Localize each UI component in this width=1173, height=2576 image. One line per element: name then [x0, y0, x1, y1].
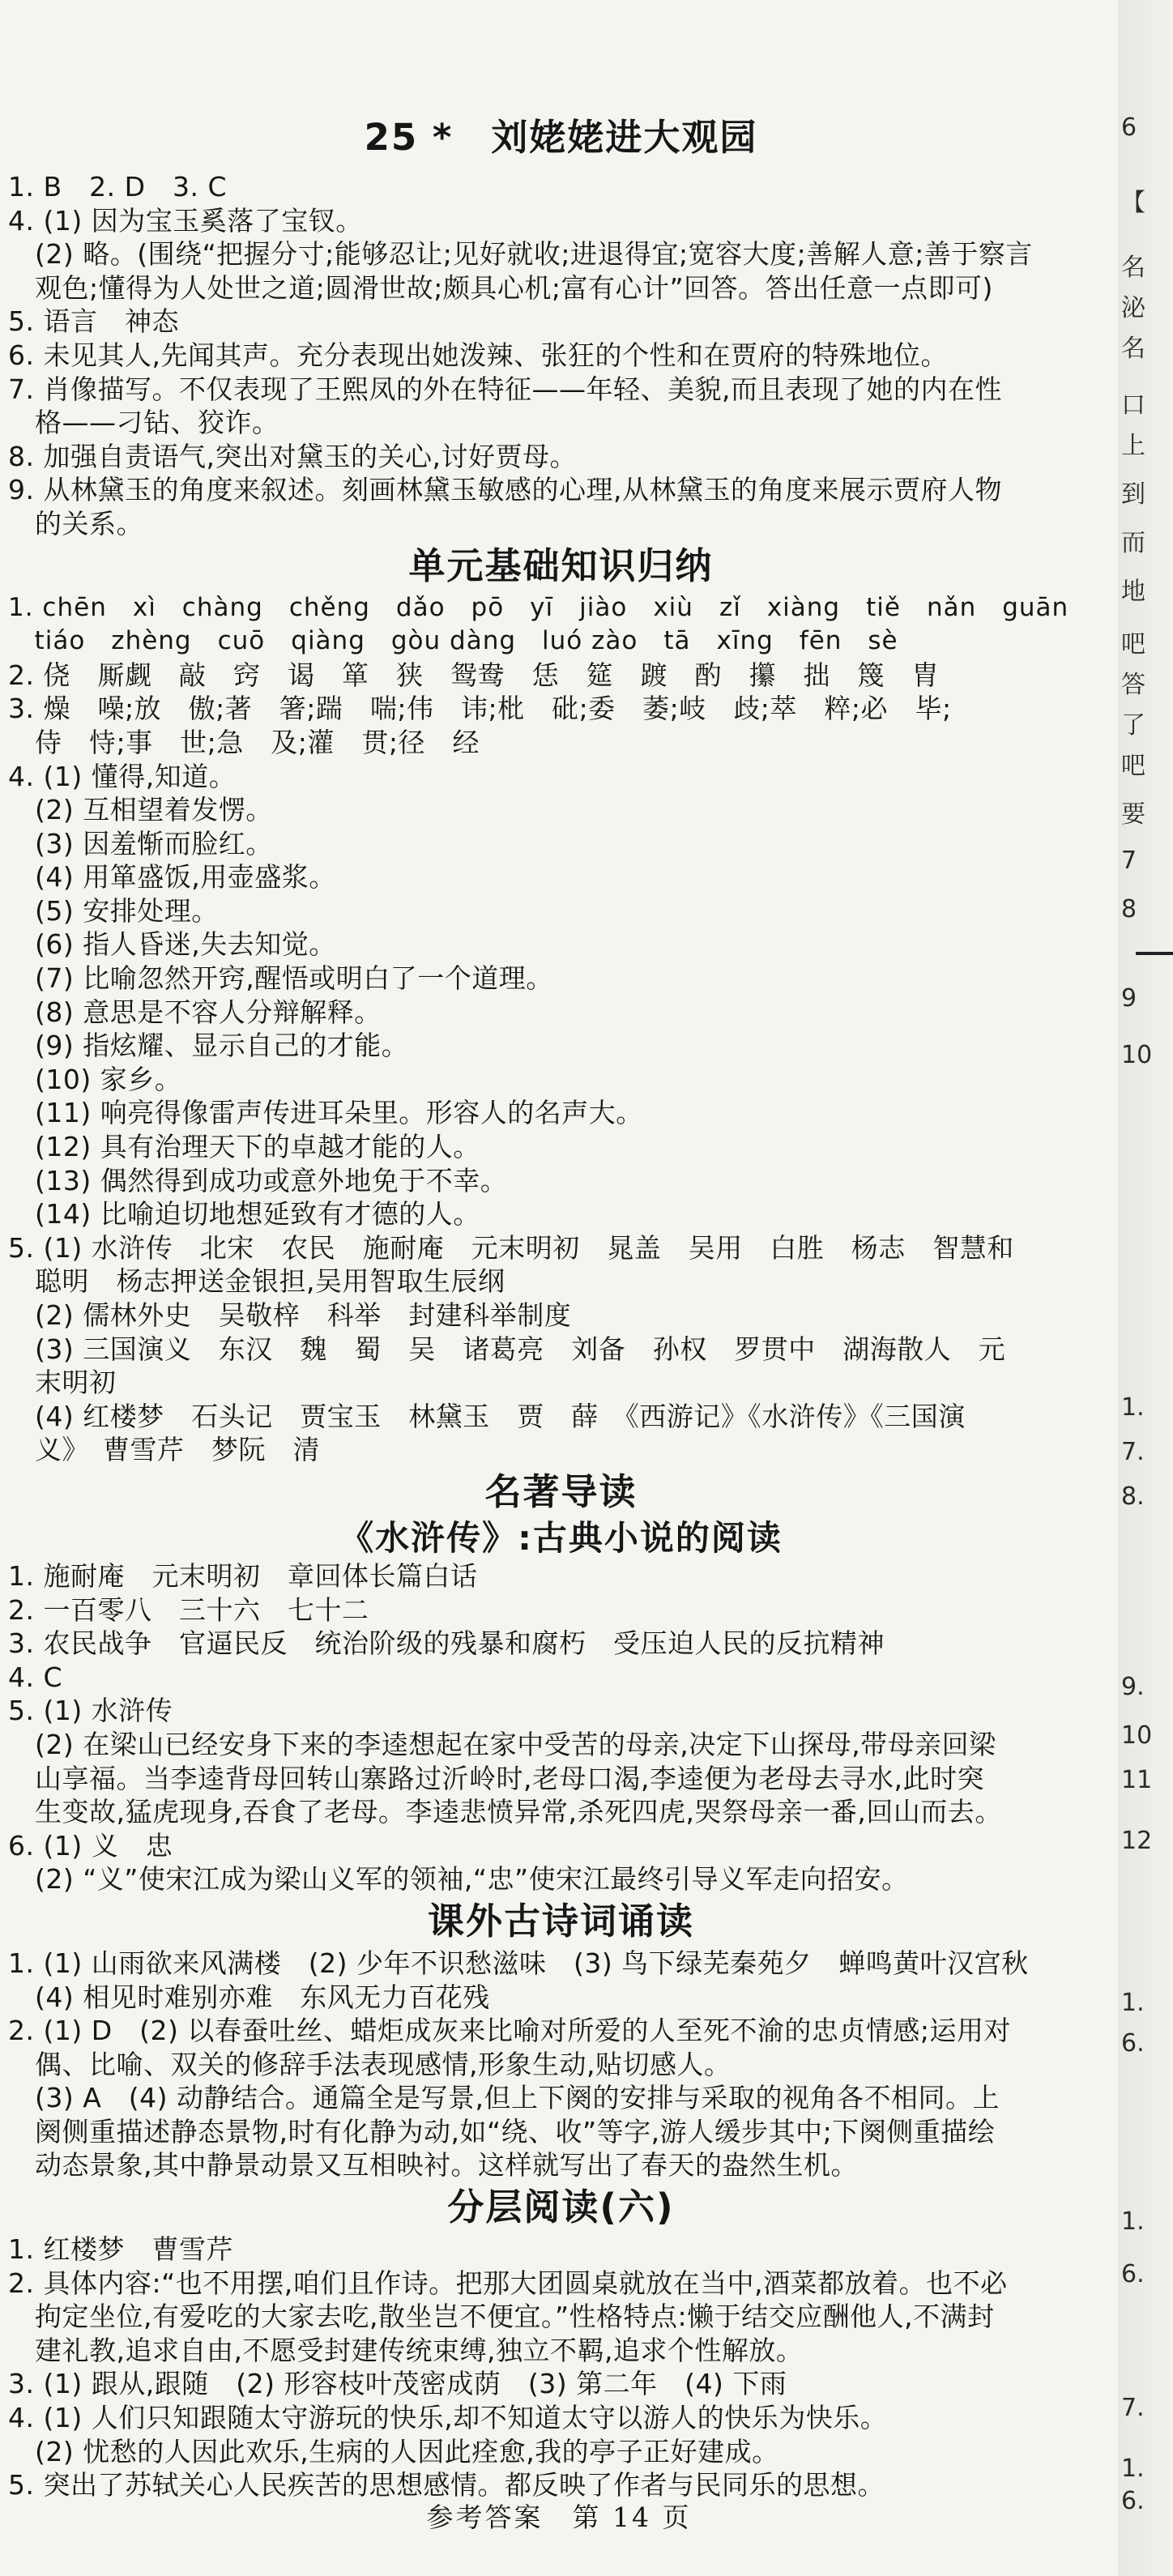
edge-fragment: 8 [1121, 895, 1137, 923]
edge-fragment: 名 [1121, 335, 1145, 363]
edge-fragment: 名 [1121, 254, 1145, 282]
answer-line: 4. (1) 人们只知跟随太守游玩的快乐,却不知道太守以游人的快乐为快乐。 [8, 2402, 888, 2434]
edge-fragment: 6. [1121, 2029, 1145, 2058]
answer-line: (9) 指炫耀、显示自己的才能。 [8, 1030, 409, 1062]
answer-line: 观色;懂得为人处世之道;圆滑世故;颇具心机;富有心计”回答。答出任意一点即可) [8, 271, 993, 304]
answer-line: 2. 具体内容:“也不用摆,咱们且作诗。把那大团圆桌就放在当中,酒菜都放着。也不必 [8, 2267, 1008, 2299]
answer-line: (3) A (4) 动静结合。通篇全是写景,但上下阕的安排与采取的视角各不相同。上 [8, 2082, 1000, 2114]
answer-line: (14) 比喻迫切地想延致有才德的人。 [8, 1198, 480, 1230]
answer-line: 动态景象,其中静景动景又互相映衬。这样就写出了春天的盎然生机。 [8, 2149, 858, 2181]
answer-line: 侍 恃;事 世;急 及;灌 贯;径 经 [8, 726, 480, 758]
edge-fragment: 10 [1121, 1721, 1153, 1750]
edge-fragment: 1. [1121, 2207, 1145, 2236]
section-subtitle: 《水浒传》:古典小说的阅读 [339, 1517, 783, 1558]
answer-line: (12) 具有治理天下的卓越才能的人。 [8, 1131, 480, 1163]
adjacent-page-edge [1118, 0, 1173, 2576]
answer-line: 生变故,猛虎现身,吞食了老母。李逵悲愤异常,杀死四虎,哭祭母亲一番,回山而去。 [8, 1796, 1002, 1828]
page-footer: 参考答案 第 14 页 [426, 2501, 692, 2533]
edge-fragment: 6. [1121, 2487, 1145, 2515]
edge-fragment: 了 [1121, 711, 1145, 740]
answer-line: 1. B 2. D 3. C [8, 171, 228, 203]
answer-line: (13) 偶然得到成功或意外地免于不幸。 [8, 1164, 508, 1196]
edge-fragment: 到 [1121, 480, 1145, 509]
answer-line: 偶、比喻、双关的修辞手法表现感情,形象生动,贴切感人。 [8, 2048, 732, 2080]
answer-line: 6. 未见其人,先闻其声。充分表现出她泼辣、张狂的个性和在贾府的特殊地位。 [8, 339, 948, 371]
answer-line: 1. (1) 山雨欲来风满楼 (2) 少年不识愁滋味 (3) 鸟下绿芜秦苑夕 蝉鸣黄叶汉宫秋 [8, 1947, 1029, 1979]
edge-fragment: 6 [1121, 113, 1137, 142]
edge-fragment: 10 [1121, 1041, 1153, 1069]
edge-fragment: 要 [1121, 800, 1145, 829]
edge-fragment: 7 [1121, 847, 1137, 875]
edge-fragment: 地 [1121, 578, 1145, 606]
answer-line: (5) 安排处理。 [8, 894, 219, 927]
answer-line: 7. 肖像描写。不仅表现了王熙凤的外在特征——年轻、美貌,而且表现了她的内在性 [8, 373, 1002, 405]
edge-fragment: 1. [1121, 1393, 1145, 1422]
answer-line: (2) “义”使宋江成为梁山义军的领袖,“忠”使宋江最终引导义军走向招安。 [8, 1863, 909, 1896]
answer-line: (2) 儒林外史 吴敬梓 科举 封建科举制度 [8, 1299, 572, 1331]
answer-line: 1. 施耐庵 元末明初 章回体长篇白话 [8, 1559, 478, 1592]
answer-line: 末明初 [8, 1367, 117, 1399]
answer-line: (10) 家乡。 [8, 1063, 182, 1095]
edge-fragment: 11 [1121, 1766, 1153, 1794]
answer-line: (2) 略。(围绕“把握分寸;能够忍让;见好就收;进退得宜;宽容大度;善解人意;善于察言 [8, 238, 1033, 271]
answer-line: tiáo zhèng cuō qiàng gòu dàng luó zào tā xīng fēn sè [8, 626, 898, 656]
answer-line: 5. (1) 水浒传 北宋 农民 施耐庵 元末明初 晁盖 吴用 白胜 杨志 智慧和 [8, 1231, 1014, 1264]
section-extra-poems [8, 1896, 1114, 2182]
answer-line: (4) 相见时难别亦难 东风无力百花残 [8, 1981, 490, 2013]
section-lesson-25 [8, 105, 1114, 541]
edge-fragment: 1. [1121, 1989, 1145, 2017]
edge-fragment: 吧 [1121, 630, 1145, 659]
answer-line: (7) 比喻忽然开窍,醒悟或明白了一个道理。 [8, 962, 553, 995]
section-classics-guide [8, 1467, 1114, 1896]
answer-line: 4. (1) 懂得,知道。 [8, 760, 237, 792]
edge-fragment: 1. [1121, 2454, 1145, 2483]
section-title: 分层阅读(六) [447, 2186, 675, 2229]
answer-line: 5. (1) 水浒传 [8, 1695, 173, 1727]
answer-line: 3. 燥 噪;放 傲;著 箸;踹 喘;伟 讳;枇 砒;委 萎;岐 歧;萃 粹;必 毕; [8, 693, 952, 725]
answer-line: 聪明 杨志押送金银担,吴用智取生辰纲 [8, 1265, 505, 1298]
edge-fragment: 【 [1121, 189, 1145, 217]
answer-line: 阕侧重描述静态景物,时有化静为动,如“绕、收”等字,游人缓步其中;下阕侧重描绘 [8, 2115, 996, 2147]
edge-fragment: 而 [1121, 529, 1145, 557]
edge-fragment: 9. [1121, 1673, 1145, 1701]
edge-fragment: 6. [1121, 2260, 1145, 2288]
section-title: 名著导读 [484, 1469, 638, 1513]
answer-line: 5. 语言 神态 [8, 305, 179, 338]
answer-line: 5. 突出了苏轼关心人民疾苦的思想感情。都反映了作者与民同乐的思想。 [8, 2469, 885, 2501]
edge-fragment: 7. [1121, 2394, 1145, 2422]
answer-line: (4) 用箪盛饭,用壶盛浆。 [8, 861, 336, 893]
answer-line: 拘定坐位,有爱吃的大家去吃,散坐岂不便宜。”性格特点:懒于结交应酬他人,不满封 [8, 2301, 995, 2333]
section-title: 单元基础知识归纳 [408, 544, 714, 587]
edge-fragment: 上 [1121, 432, 1145, 460]
answer-line: 2. 一百零八 三十六 七十二 [8, 1593, 369, 1626]
section-title: 课外古诗词诵读 [427, 1899, 694, 1943]
edge-fragment: 答 [1121, 671, 1145, 699]
edge-fragment: 7. [1121, 1438, 1145, 1466]
answer-line: (3) 三国演义 东汉 魏 蜀 吴 诸葛亮 刘备 孙权 罗贯中 湖海散人 元 [8, 1333, 1006, 1365]
answer-line: 8. 加强自责语气,突出对黛玉的关心,讨好贾母。 [8, 440, 577, 472]
answer-line: 1. 红楼梦 曹雪芹 [8, 2233, 233, 2266]
answer-line: 9. 从林黛玉的角度来叙述。刻画林黛玉敏感的心理,从林黛玉的角度来展示贾府人物 [8, 474, 1002, 506]
answer-line: (11) 响亮得像雷声传进耳朵里。形容人的名声大。 [8, 1097, 643, 1129]
section-layered-reading-6 [8, 2182, 1114, 2502]
edge-fragment: 泌 [1121, 294, 1145, 322]
answer-line: (2) 忧愁的人因此欢乐,生病的人因此痊愈,我的亭子正好建成。 [8, 2435, 779, 2467]
edge-divider [1136, 952, 1173, 955]
answer-line: (2) 在梁山已经安身下来的李逵想起在家中受苦的母亲,决定下山探母,带母亲回梁 [8, 1728, 996, 1760]
answer-line: (2) 互相望着发愣。 [8, 794, 273, 826]
answer-line: 3. (1) 跟从,跟随 (2) 形容枝叶茂密成荫 (3) 第二年 (4) 下雨 [8, 2368, 787, 2400]
edge-fragment: 口 [1121, 391, 1145, 420]
answer-line: 3. 农民战争 官逼民反 统治阶级的残暴和腐朽 受压迫人民的反抗精神 [8, 1627, 885, 1660]
answer-line: (8) 意思是不容人分辩解释。 [8, 996, 382, 1028]
edge-fragment: 8. [1121, 1482, 1145, 1511]
edge-fragment: 12 [1121, 1827, 1153, 1855]
answer-line: 的关系。 [8, 507, 143, 540]
answer-line: 山享福。当李逵背母回转山寨路过沂岭时,老母口渴,李逵便为老母去寻水,此时突 [8, 1762, 984, 1794]
answer-content [8, 105, 1114, 2502]
answer-line: 格——刁钻、狡诈。 [8, 407, 279, 439]
answer-line: 2. (1) D (2) 以春蚕吐丝、蜡炬成灰来比喻对所爱的人至死不渝的忠贞情感;运用对 [8, 2015, 1011, 2047]
edge-fragment: 9 [1121, 984, 1137, 1013]
section-unit-basics [8, 541, 1114, 1467]
answer-line: (3) 因羞惭而脸红。 [8, 827, 273, 859]
edge-fragment: 吧 [1121, 752, 1145, 780]
answer-line: 义》 曹雪芹 梦阮 清 [8, 1434, 320, 1466]
answer-line: 1. chēn xì chàng chěng dǎo pō yī jiào xiù zǐ xiàng tiě nǎn guān [8, 592, 1069, 622]
answer-line: (4) 红楼梦 石头记 贾宝玉 林黛玉 贾 薛 《西游记》《水浒传》《三国演 [8, 1400, 966, 1432]
answer-line: 2. 侥 厮觑 敲 窍 谒 箪 狭 鸳鸯 恁 筵 踱 酌 攥 拙 篾 胄 [8, 659, 939, 691]
section-title: 25 * 刘姥姥进大观园 [364, 116, 758, 159]
answer-line: (6) 指人昏迷,失去知觉。 [8, 928, 336, 961]
answer-line: 6. (1) 义 忠 [8, 1829, 173, 1862]
answer-line: 4. (1) 因为宝玉奚落了宝钗。 [8, 204, 363, 237]
answer-line: 建礼教,追求自由,不愿受封建传统束缚,独立不羁,追求个性解放。 [8, 2334, 804, 2366]
answer-line: 4. C [8, 1661, 63, 1693]
